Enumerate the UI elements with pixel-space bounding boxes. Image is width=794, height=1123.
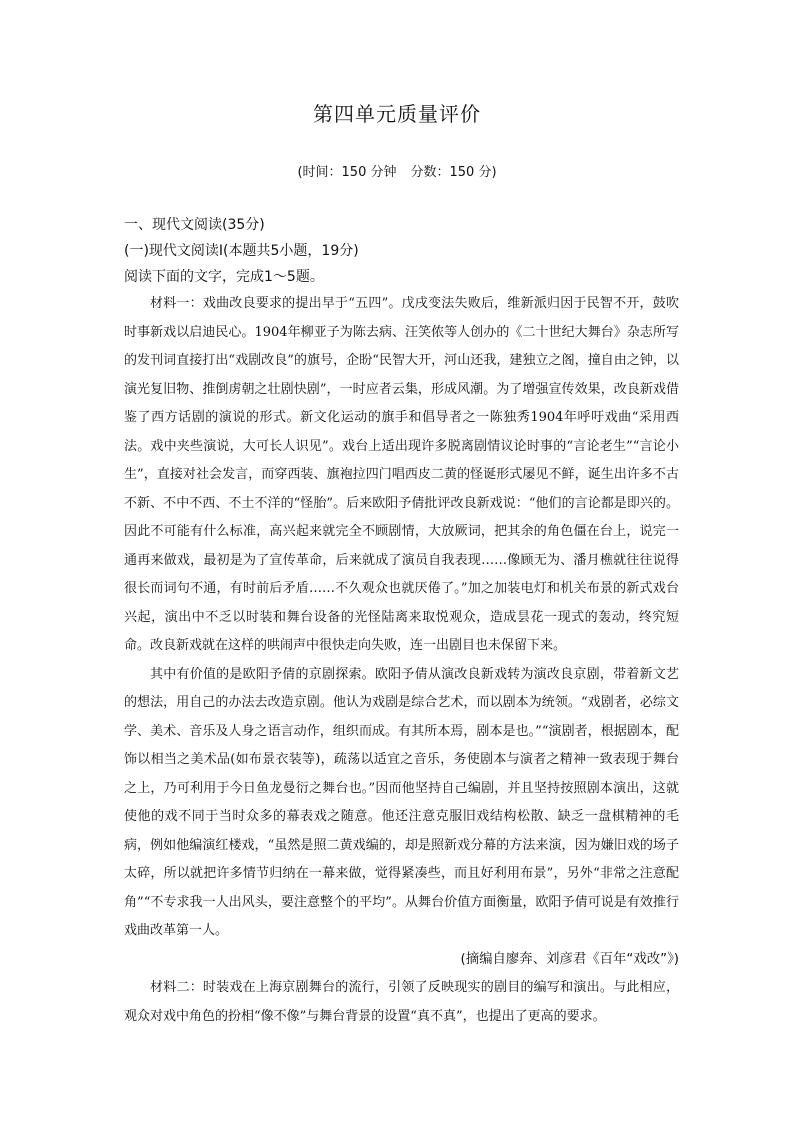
reading-instruction: 阅读下面的文字，完成1～5题。 xyxy=(124,269,324,285)
source-citation: (摘编自廖奔、刘彦君《百年“戏改”》) xyxy=(460,951,679,967)
section-heading: 一、现代文阅读(35分) xyxy=(124,217,265,233)
subsection-heading: (一)现代文阅读Ⅰ(本题共5小题，19分) xyxy=(124,243,359,259)
exam-info xyxy=(0,161,794,180)
paragraph-ouyang-yuqian: 其中有价值的是欧阳予倩的京剧探索。欧阳予倩从演改良新戏转为演改良京剧，带着新文艺的想法，用自己的办法去改造京剧。他认为戏剧是综合艺术，而以剧本为统领。“戏剧者，必综文学、美术、音乐及人身之语言动作，组织而成。有其所本焉，剧本是也。”“演剧者，根据剧本，配饰以相当之美术品(如布景衣装等)，疏荡以适宜之音乐，务使剧本与演者之精神一致表现于舞台之上，乃可利用于今日鱼龙曼衍之舞台也。”因而他坚持自己编剧，并且坚持按照剧本演出，这就使他的戏不同于当时众多的幕表戏之随意。他还注意克服旧戏结构松散、缺乏一盘棋精神的毛病，例如他编演红楼戏，“虽然是照二黄戏编的，却是照新戏分幕的方法来演，因为嫌旧戏的场子太碎，所以就把许多情节归纳在一幕来做，觉得紧凑些，而且好利用布景”，另外“非常之注意配角”“不专求我一人出风头，要注意整个的平均”。从舞台价值方面衡量，欧阳予倩可说是有效推行戏曲改革第一人。 xyxy=(124,666,679,938)
paragraph-material-1: 材料一：戏曲改良要求的提出早于“五四”。戊戌变法失败后，维新派归因于民智不开，鼓吹时事新戏以启迪民心。1904年柳亚子为陈去病、汪笑侬等人创办的《二十世纪大舞台》杂志所写的发刊词直接打出“戏剧改良”的旗号，企盼“民智大开，河山还我，建独立之阁，撞自由之钟，以演光复旧物、推倒虏朝之壮剧快剧”，一时应者云集，形成风潮。为了增强宣传效果，改良新戏借鉴了西方话剧的演说的形式。新文化运动的旗手和倡导者之一陈独秀1904年呼吁戏曲“采用西法。戏中夹些演说，大可长人识见”。戏台上适出现许多脱离剧情议论时事的“言论老生”“言论小生”，直接对社会发言，而穿西装、旗袍拉四门唱西皮二黄的怪诞形式屡见不鲜，诞生出许多不古不新、不中不西、不土不洋的“怪胎”。后来欧阳予倩批评改良新戏说：“他们的言论都是即兴的。因此不可能有什么标准，高兴起来就完全不顾剧情，大放厥词，把其余的角色僵在台上，说完一通再来做戏，最初是为了宣传革命，后来就成了演员自我表现……像顾无为、潘月樵就往往说得很长而词句不通，有时前后矛盾……不久观众也就厌倦了。”加之加装电灯和机关布景的新式戏台兴起，演出中不乏以时装和舞台设备的光怪陆离来取悦观众，造成昙花一现式的轰动，终究短命。改良新戏就在这样的哄闹声中很快走向失败，连一出剧目也未保留下来。 xyxy=(124,296,679,653)
exam-score: 分数：150 分) xyxy=(410,165,497,180)
paragraph-material-2: 材料二：时装戏在上海京剧舞台的流行，引领了反映现实的剧目的编写和演出。与此相应，观众对戏中角色的扮相“像不像”与舞台背景的设置“真不真”，也提出了更高的要求。 xyxy=(124,980,679,1024)
passage-body xyxy=(124,290,679,1031)
page-title: 第四单元质量评价 xyxy=(313,102,481,126)
exam-time: (时间：150 分钟 xyxy=(297,165,397,180)
